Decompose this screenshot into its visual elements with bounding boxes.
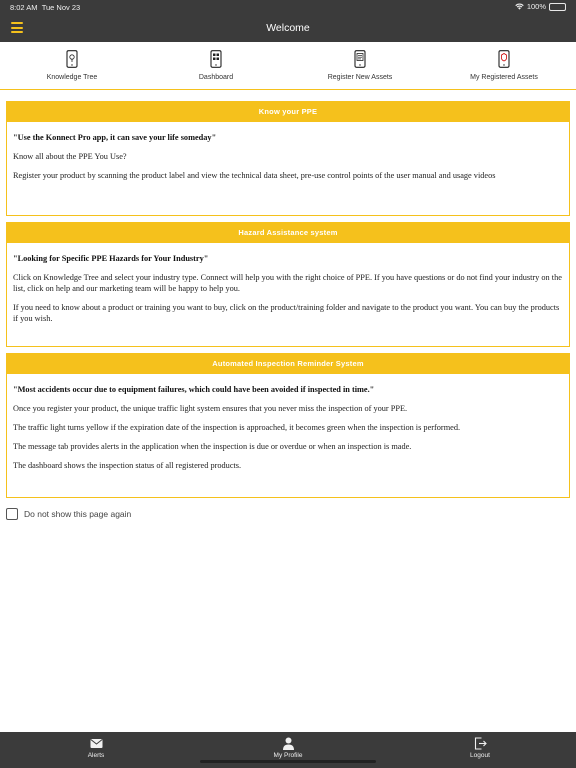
nav-label: Dashboard — [198, 74, 234, 81]
phone-assets-icon — [497, 50, 511, 68]
card-paragraph: The dashboard shows the inspection status of all registered products. — [13, 461, 242, 470]
nav-dashboard[interactable] — [144, 42, 288, 89]
status-right — [515, 2, 566, 11]
logout-icon — [474, 737, 487, 750]
card-paragraph: The traffic light turns yellow if the expiration date of the inspection is approached, it becomes green when the inspection is performed. — [13, 423, 461, 432]
nav-label: Knowledge Tree — [46, 74, 98, 81]
mail-icon — [90, 737, 103, 750]
card-title: Know your PPE — [7, 102, 569, 122]
card-paragraph: Know all about the PPE You Use? — [13, 152, 127, 161]
card-body — [7, 243, 569, 338]
status-date-value: Tue Nov 23 — [41, 3, 81, 12]
card-title: Hazard Assistance system — [7, 223, 569, 243]
app-header — [0, 0, 576, 42]
phone-register-icon — [353, 50, 367, 68]
tab-logout[interactable] — [384, 732, 576, 768]
card-quote: "Looking for Specific PPE Hazards for Your Industry" — [13, 254, 209, 263]
battery-icon — [549, 3, 566, 11]
status-bar — [0, 0, 576, 14]
tab-label: My Profile — [273, 752, 303, 759]
nav-my-registered-assets[interactable] — [432, 42, 576, 89]
wifi-icon — [515, 3, 524, 10]
card-body — [7, 374, 569, 485]
phone-tree-icon — [65, 50, 79, 68]
battery-percent: 100% — [526, 2, 546, 11]
phone-dashboard-icon — [209, 50, 223, 68]
card-hazard-assistance — [6, 222, 570, 347]
nav-knowledge-tree[interactable] — [0, 42, 144, 89]
nav-label: Register New Assets — [327, 74, 393, 81]
person-icon — [282, 737, 295, 750]
card-paragraph: If you need to know about a product or training you want to buy, click on the product/training folder and navigate to the product you want. You can buy the products if you wish. — [13, 303, 560, 323]
card-know-your-ppe — [6, 101, 570, 216]
tab-label: Logout — [470, 752, 490, 759]
card-quote: "Most accidents occur due to equipment failures, which could have been avoided if inspected in time." — [13, 385, 375, 394]
nav-label: My Registered Assets — [470, 74, 538, 81]
do-not-show-again-checkbox[interactable] — [6, 508, 131, 520]
status-time — [10, 3, 80, 12]
top-nav — [0, 42, 576, 90]
checkbox-box[interactable] — [6, 508, 18, 520]
card-body — [7, 122, 569, 195]
card-paragraph: The message tab provides alerts in the application when the inspection is due or overdue or when an inspection is made. — [13, 442, 412, 451]
card-inspection-reminder — [6, 353, 570, 498]
card-quote: "Use the Konnect Pro app, it can save your life someday" — [13, 133, 217, 142]
tab-label: Alerts — [87, 752, 105, 759]
checkbox-label: Do not show this page again — [24, 509, 132, 519]
home-indicator — [200, 760, 376, 763]
card-title: Automated Inspection Reminder System — [7, 354, 569, 374]
card-paragraph: Register your product by scanning the product label and view the technical data sheet, pre-use control points of the user manual and usage videos — [13, 171, 496, 180]
tab-alerts[interactable] — [0, 732, 192, 768]
card-paragraph: Click on Knowledge Tree and select your industry type. Connect will help you with the right choice of PPE. If you have questions or do not find your industry on the list, click on help and our marketing team will be happy to help you. — [13, 273, 562, 293]
status-time-value: 8:02 AM — [10, 3, 38, 12]
card-paragraph: Once you register your product, the unique traffic light system ensures that you never miss the inspection of your PPE. — [13, 404, 408, 413]
page-title: Welcome — [266, 22, 310, 34]
nav-register-new-assets[interactable] — [288, 42, 432, 89]
